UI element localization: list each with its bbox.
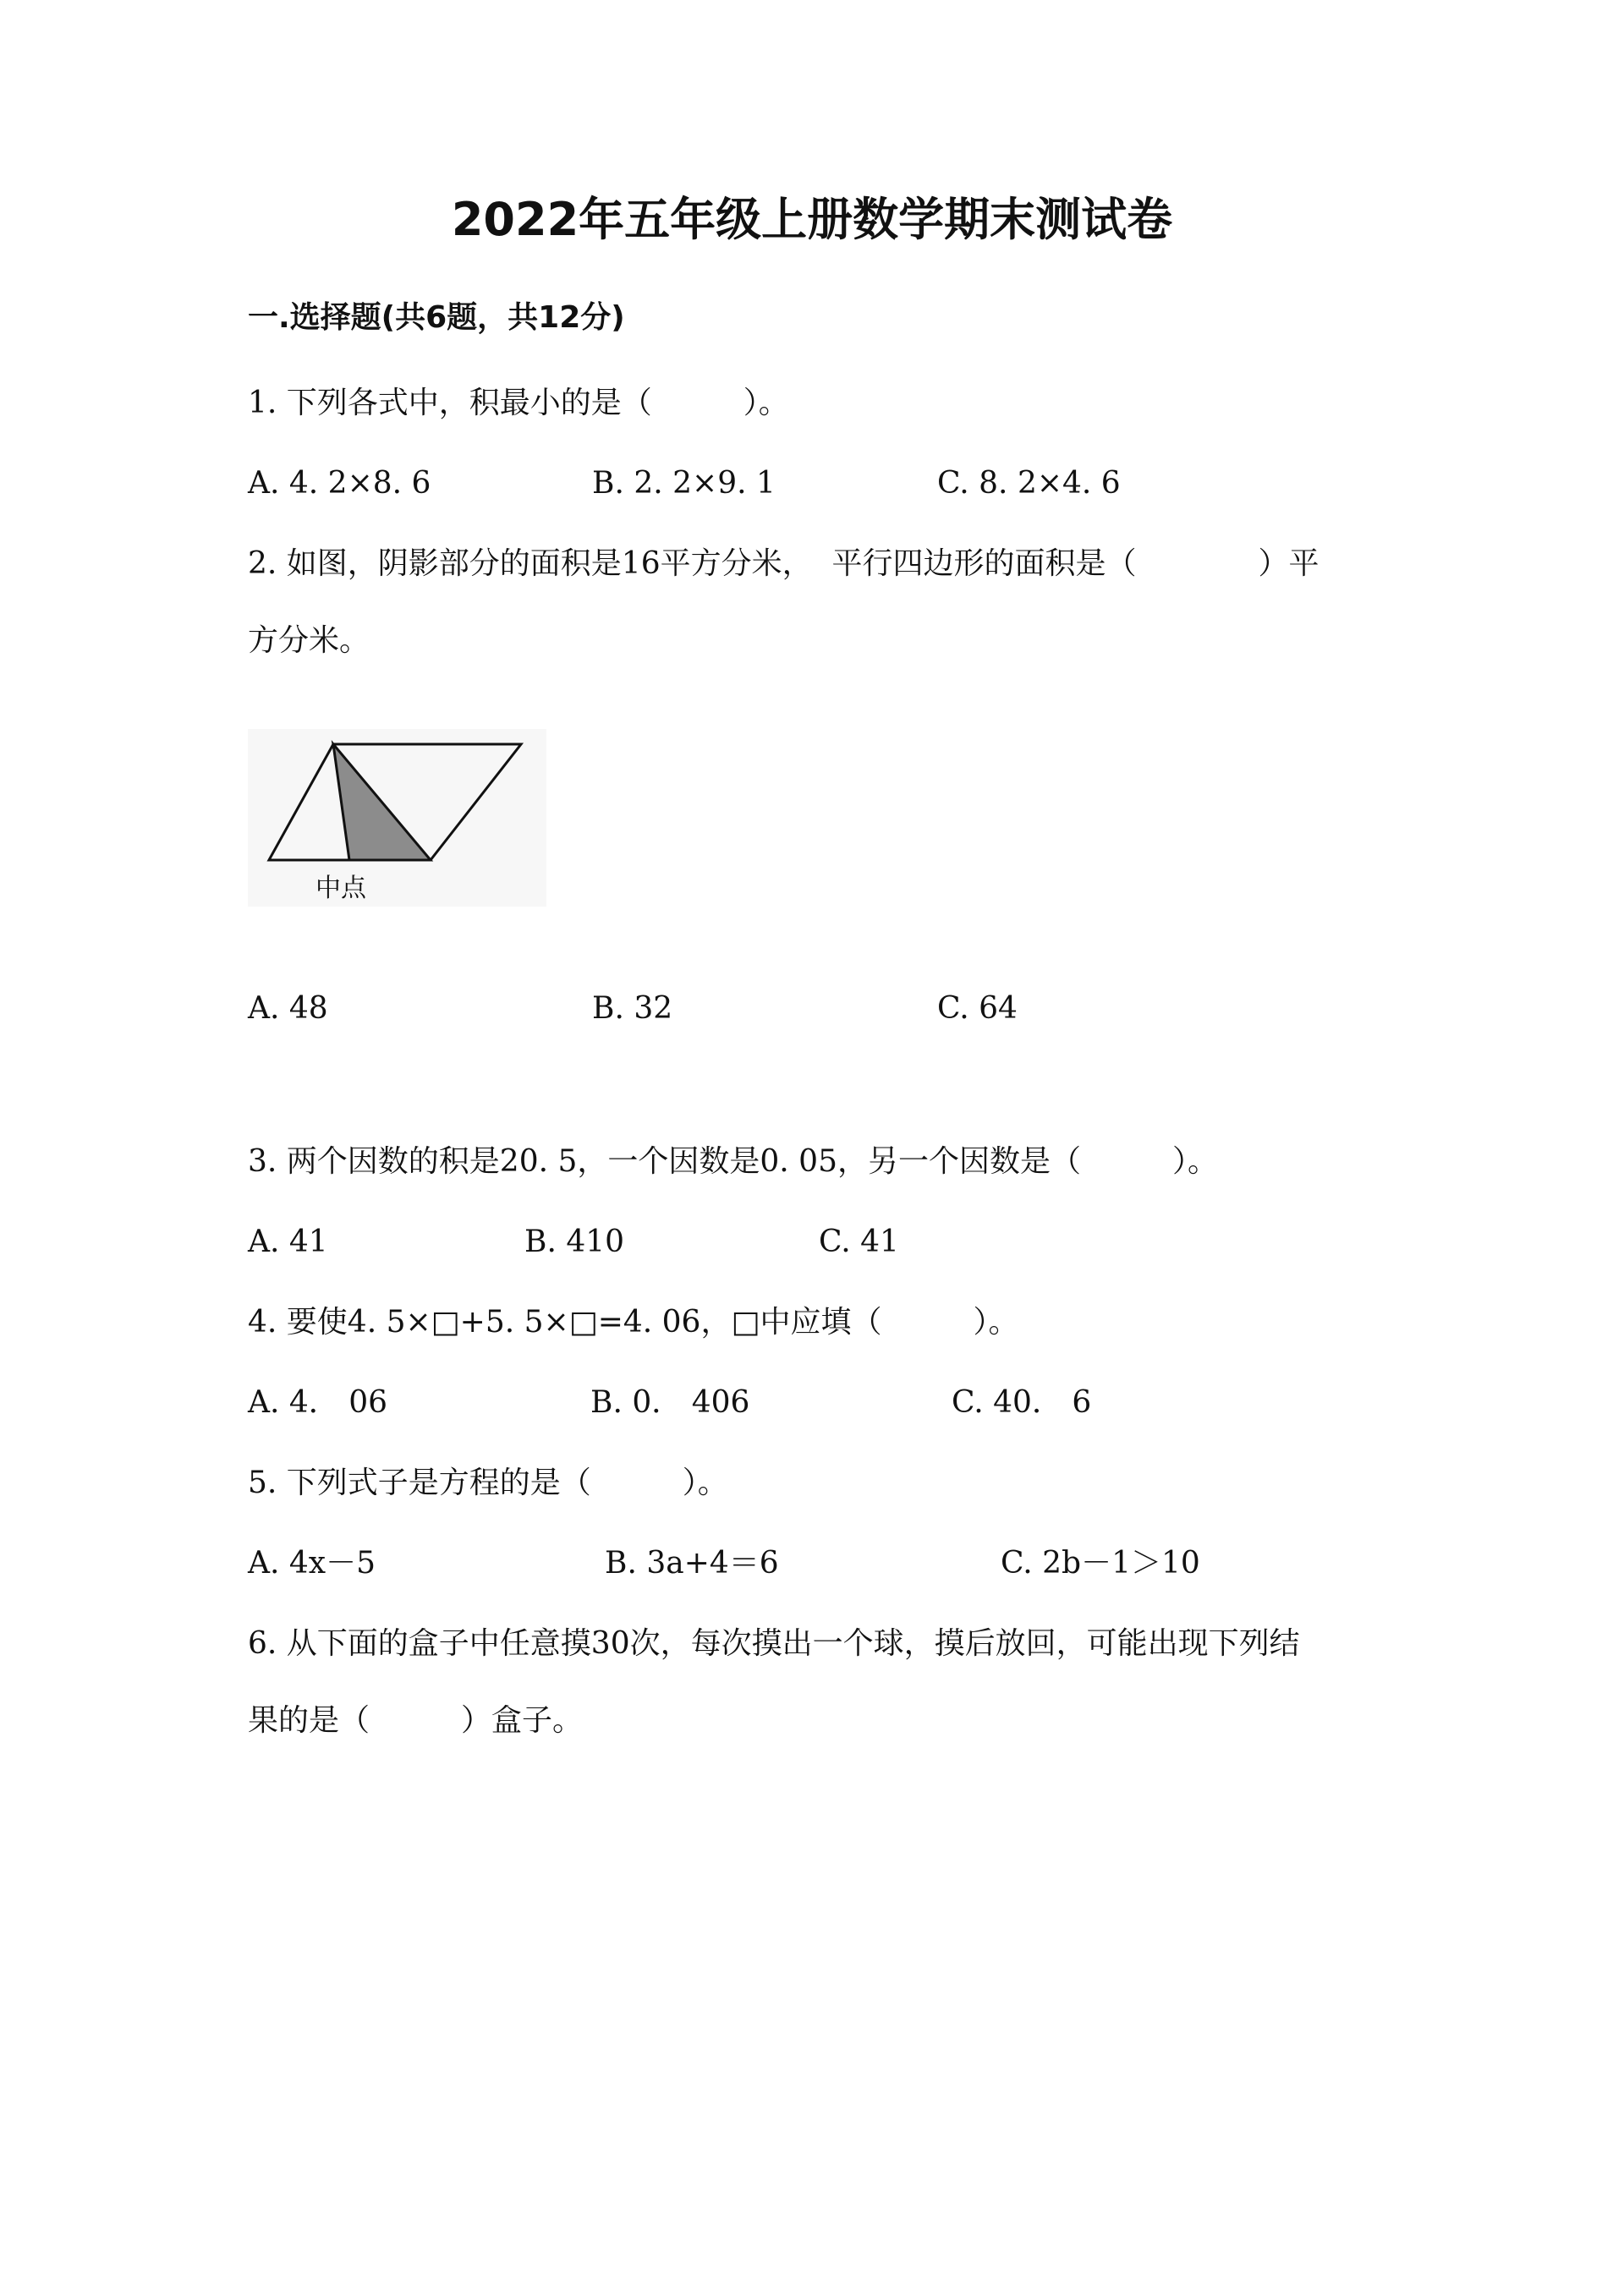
question-2-option-c: C. 64 [937,991,1018,1026]
question-3-option-c: C. 41 [819,1225,899,1259]
section-heading: 一.选择题(共6题，共12分) [248,300,625,335]
question-1-option-b: B. 2. 2×9. 1 [592,466,776,501]
question-1-stem: 1. 下列各式中，积最小的是（ ）。 [248,386,789,420]
question-4-option-c: C. 40． 6 [952,1385,1092,1420]
question-2-stem-line-1: 2. 如图，阴影部分的面积是16平方分米， 平行四边形的面积是（ ）平 [248,546,1320,581]
question-2-option-a: A. 48 [248,991,328,1026]
question-3-stem: 3. 两个因数的积是20. 5，一个因数是0. 05，另一个因数是（ ）。 [248,1144,1218,1179]
question-2-stem-line-2: 方分米。 [248,623,370,658]
page-title: 2022年五年级上册数学期末测试卷 [451,193,1173,246]
question-3-option-a: A. 41 [248,1225,328,1259]
question-6-stem-line-1: 6. 从下面的盒子中任意摸30次，每次摸出一个球，摸后放回，可能出现下列结 [248,1626,1300,1661]
question-4-option-b: B. 0． 406 [590,1385,750,1420]
midpoint-label: 中点 [315,874,366,903]
question-5-option-b: B. 3a+4＝6 [605,1546,779,1581]
question-5-option-c: C. 2b－1＞10 [1001,1546,1200,1581]
question-6-stem-line-2: 果的是（ ）盒子。 [248,1703,584,1738]
question-5-stem: 5. 下列式子是方程的是（ ）。 [248,1466,728,1500]
question-4-stem: 4. 要使4. 5×□+5. 5×□=4. 06，□中应填（ ）。 [248,1305,1019,1340]
question-2-option-b: B. 32 [592,991,673,1026]
question-4-option-a: A. 4． 06 [248,1385,388,1420]
question-5-option-a: A. 4x－5 [248,1546,376,1581]
question-1-option-c: C. 8. 2×4. 6 [937,466,1121,501]
parallelogram-figure [248,729,546,907]
question-1-option-a: A. 4. 2×8. 6 [248,466,431,501]
question-3-option-b: B. 410 [524,1225,625,1259]
